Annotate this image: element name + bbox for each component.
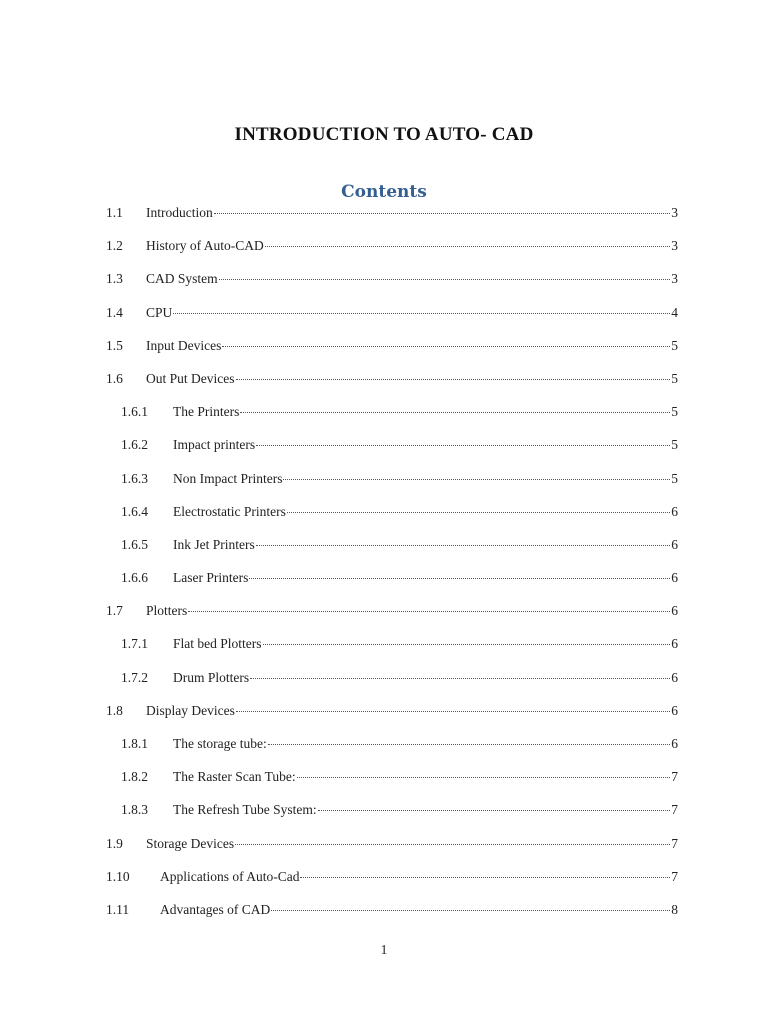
dot-leader [173,313,670,314]
toc-page: 5 [671,470,678,486]
toc-page: 6 [671,603,678,619]
toc-number: 1.8.2 [121,769,148,785]
dot-leader [235,844,670,845]
toc-label: The Refresh Tube System: [173,802,317,818]
toc-number: 1.6.6 [121,570,148,586]
toc-entry[interactable] [106,869,678,902]
toc-number: 1.6.1 [121,404,148,420]
dot-leader [256,545,671,546]
dot-leader [249,578,670,579]
toc-page: 3 [671,271,678,287]
toc-page: 7 [671,835,678,851]
toc-label: The Raster Scan Tube: [173,769,296,785]
toc-number: 1.7.2 [121,669,148,685]
toc-entry[interactable] [106,603,678,636]
toc-number: 1.5 [106,337,123,353]
toc-page: 6 [671,636,678,652]
toc-page: 7 [671,769,678,785]
dot-leader [265,246,671,247]
toc-number: 1.10 [106,868,130,884]
toc-label: Laser Printers [173,570,249,586]
toc-page: 5 [671,337,678,353]
toc-label: CAD System [146,271,218,287]
toc-page: 7 [671,868,678,884]
dot-leader [263,644,671,645]
toc-page: 6 [671,669,678,685]
toc-label: Non Impact Printers [173,470,283,486]
toc-number: 1.8.3 [121,802,148,818]
toc-page: 4 [671,304,678,320]
toc-page: 3 [671,205,678,220]
toc-page: 7 [671,802,678,818]
toc-entry[interactable] [106,703,678,736]
toc-page: 5 [671,370,678,386]
toc-page: 8 [671,901,678,917]
toc-label: Flat bed Plotters [173,636,262,652]
toc-number: 1.6.2 [121,437,148,453]
toc-label: Advantages of CAD [160,901,271,917]
toc-number: 1.9 [106,835,123,851]
toc-number: 1.11 [106,901,130,917]
toc-page: 6 [671,503,678,519]
toc-number: 1.7 [106,603,123,619]
toc-label: History of Auto-CAD [146,238,264,254]
toc-entry[interactable] [106,471,678,504]
toc-label: Impact printers [173,437,256,453]
toc-label: Drum Plotters [173,669,250,685]
toc-number: 1.3 [106,271,123,287]
toc-label: The storage tube: [173,736,267,751]
page-number: 1 [380,942,388,957]
toc-label: The Printers [173,404,240,420]
toc-entry[interactable] [106,338,678,371]
toc-number: 1.1 [106,205,123,220]
toc-entry[interactable] [106,238,678,271]
toc-entry[interactable] [106,504,678,537]
dot-leader [300,877,670,878]
toc-number: 1.8 [106,702,123,718]
dot-leader [268,744,671,745]
toc-number: 1.6.4 [121,503,148,519]
toc-entry[interactable] [106,802,678,835]
toc-entry[interactable] [106,902,678,935]
toc-page: 6 [671,570,678,586]
toc-label: Electrostatic Printers [173,503,286,519]
dot-leader [297,777,671,778]
toc-page: 6 [671,536,678,552]
dot-leader [271,910,670,911]
toc-number: 1.6.3 [121,470,148,486]
toc-page: 5 [671,404,678,420]
toc-label: Storage Devices [146,835,235,851]
toc-page: 6 [671,702,678,718]
toc-label: Ink Jet Printers [173,536,255,552]
toc-entry[interactable] [106,437,678,470]
toc-label: Out Put Devices [146,370,235,386]
toc-entry[interactable] [106,305,678,338]
dot-leader [188,611,670,612]
toc-entry[interactable] [106,636,678,669]
table-of-contents [106,205,678,935]
toc-entry[interactable] [106,836,678,869]
toc-number: 1.7.1 [121,636,148,652]
toc-number: 1.6.5 [121,536,148,552]
toc-entry[interactable] [106,570,678,603]
toc-label: Introduction [146,205,213,220]
toc-number: 1.6 [106,370,123,386]
dot-leader [283,479,670,480]
toc-entry[interactable] [106,205,678,238]
toc-number: 1.4 [106,304,123,320]
dot-leader [222,346,670,347]
toc-number: 1.8.1 [121,736,148,751]
document-title: INTRODUCTION TO AUTO- CAD [234,124,534,145]
toc-label: Input Devices [146,337,222,353]
dot-leader [287,512,670,513]
toc-page: 3 [671,238,678,254]
toc-entry[interactable] [106,371,678,404]
dot-leader [236,711,670,712]
toc-number: 1.2 [106,238,123,254]
dot-leader [219,279,671,280]
toc-entry[interactable] [106,769,678,802]
toc-label: Applications of Auto-Cad [160,868,300,884]
dot-leader [240,412,670,413]
toc-label: Plotters [146,603,188,619]
dot-leader [318,810,671,811]
toc-page: 5 [671,437,678,453]
dot-leader [250,678,670,679]
toc-entry[interactable] [106,271,678,304]
dot-leader [236,379,671,380]
toc-label: Display Devices [146,702,235,718]
toc-entry[interactable] [106,736,678,769]
toc-entry[interactable] [106,404,678,437]
toc-entry[interactable] [106,537,678,570]
toc-entry[interactable] [106,670,678,703]
dot-leader [214,213,671,214]
toc-page: 6 [671,736,678,751]
dot-leader [256,445,670,446]
toc-heading: Contents [341,182,427,202]
toc-label: CPU [146,304,173,320]
